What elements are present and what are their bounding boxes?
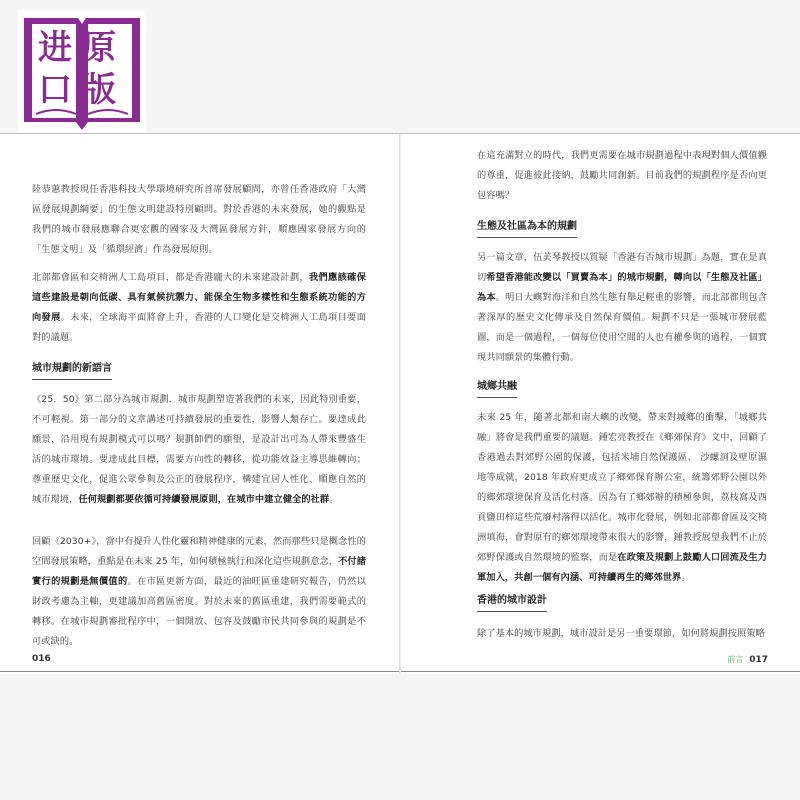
page-number-left: 016 (32, 654, 51, 664)
right-page (401, 134, 800, 674)
emphasis-text: 希望香港能改變以「買賣為本」的城市規劃，轉向以「生態及社區」為本 (477, 272, 767, 303)
emphasis-text: 在政策及規劃上鼓勵人口回流及生力軍加入，共創一個有內涵、可持續再生的鄉郊世界 (477, 552, 767, 583)
page-number-right: 前言 017 (727, 655, 768, 665)
left-page (0, 134, 399, 674)
right-column (401, 134, 800, 674)
section-heading: 城市規劃的新語言 (32, 360, 112, 380)
left-column (0, 134, 399, 674)
left-paragraph-3: 《25．50》第二部分為城市規劃．城市規劃塑造著我們的未來，因此特別重要，不可輕視。第一部分的文章講述可持續發展的重要性，影響人類存亡。要達成此願景，沿用現有規劃模式可以嗎？規劃師們的願望，是設計出可為人帶來豐盛生活的城市環境。要達成此目標，需要方向性的轉移，從功能效益主導思維轉向；尊重歷史文化，促進公眾參與及公正的發展程序，構建宜居人性化、順應自然的城市環境，任何規劃都要依循可持續發展原則，在城市中建立健全的社群。 (32, 394, 366, 505)
right-paragraph-3: 未來 25 年，隨著北都和南大嶼的改變，帶來對城鄉的衝擊，「城鄉共融」將會是我們重要的議題。鍾宏亮教授在《鄉郊保育》文中，回顧了香港過去對郊野公園的保護，包括米埔自然保護區、 沙螺洞及壁原濕地等成就，2018 年政府更成立了鄉郊保育辦公室，統籌郊野公園以外的鄉郊環境保育及活化村落。因為有了鄉郊辦的積極參與，荔枝窩及西貢鹽田梓這些荒廢村落得以活化。城市化發展，例如北部都會區及交椅洲填海，會對原有的鄉郊環境帶來很大的影響，鍾教授展望我們不止於郊野保護或自然環境的監察，而是在政策及規劃上鼓勵人口回流及生力軍加入，共創一個有內涵、可持續再生的鄉郊世界。 (477, 412, 767, 583)
running-header: 前言 (727, 655, 744, 664)
bottom-divider-left (0, 671, 399, 672)
section-heading: 生態及社區為本的規劃 (477, 218, 577, 238)
right-paragraph-2: 另一篇文章，伍美琴教授以質疑「香港有否城市規劃」為題，實在是真切希望香港能改變以「買賣為本」的城市規劃，轉向以「生態及社區」為本。明日大嶼對海洋和自然生態有舉足輕重的影響，而北部都則包含著深厚的歷史文化傳承及自然保育價值。規劃不只是一張城市發展藍圖，而是一個過程，一個每位使用空間的人也有權參與的過程，一個實現共同願景的集體行動。 (477, 252, 767, 363)
emphasis-text: 任何規劃都要依循可持續發展原則，在城市中建立健全的社群 (78, 494, 330, 505)
left-paragraph-4: 回顧《2030+》，當中有提升人性化靈和精神健康的元素，然而那些只是概念性的空間發展策略，重點是在未來 25 年，如何積極執行和深化這些規劃意念，不付諸實行的規劃是無價值的。在市區更新方面，最近的油旺區重建研究報告，仍然以財政考慮為主軸，更建議加高舊區密度。對於未來的舊區重建，我們需要範式的轉移。在城市規劃審批程序中，一個開放、包容及鼓勵市民共同參與的規劃是不可或缺的。 (32, 536, 367, 647)
bottom-divider-right (401, 671, 800, 672)
logo-text-line1: 进原 (38, 28, 126, 68)
logo-text-line2: 口版 (38, 70, 126, 110)
emphasis-text: 不付諸實行的規劃是無價值的 (32, 556, 366, 587)
right-paragraph-1: 在這充滿對立的時代，我們更需要在城市規劃過程中表現對個人價值觀的尊重，促進彼此接納，鼓勵共同創新。目前我們的規劃程序是否向更包容嗎？ (477, 150, 767, 201)
section-heading: 城鄉共融 (477, 378, 517, 398)
section-heading: 香港的城市設計 (477, 592, 547, 612)
left-paragraph-1: 陸恭蕙教授現任香港科技大學環境研究所首席發展顧問，亦曾任香港政府「大灣區發展規劃綱要」的生態文明建設特別顧問。對於香港的未來發展，她的觀點是我們的城市發展應聯合更宏觀的國家及大灣區發展方針，順應國家發展方向的「生態文明」及「循環經濟」作為發展原則。 (32, 184, 366, 255)
right-paragraph-4: 除了基本的城市規劃，城市設計是另一重要環節，如何將規劃按照策略 (477, 628, 765, 639)
emphasis-text: 我們應該確保這些建設是朝向低碳、具有氣候抗禦力、能保全生物多樣性和生態系統功能的方向發展 (32, 272, 366, 323)
left-paragraph-2: 北部都會區和交椅洲人工島項目，都是香港龐大的未來建設計劃，我們應該確保這些建設是朝向低碳、具有氣候抗禦力、能保全生物多樣性和生態系統功能的方向發展。未來，全球海平面將會上升，香港的人口變化是交椅洲人工島項目要面對的議題。 (32, 272, 366, 343)
